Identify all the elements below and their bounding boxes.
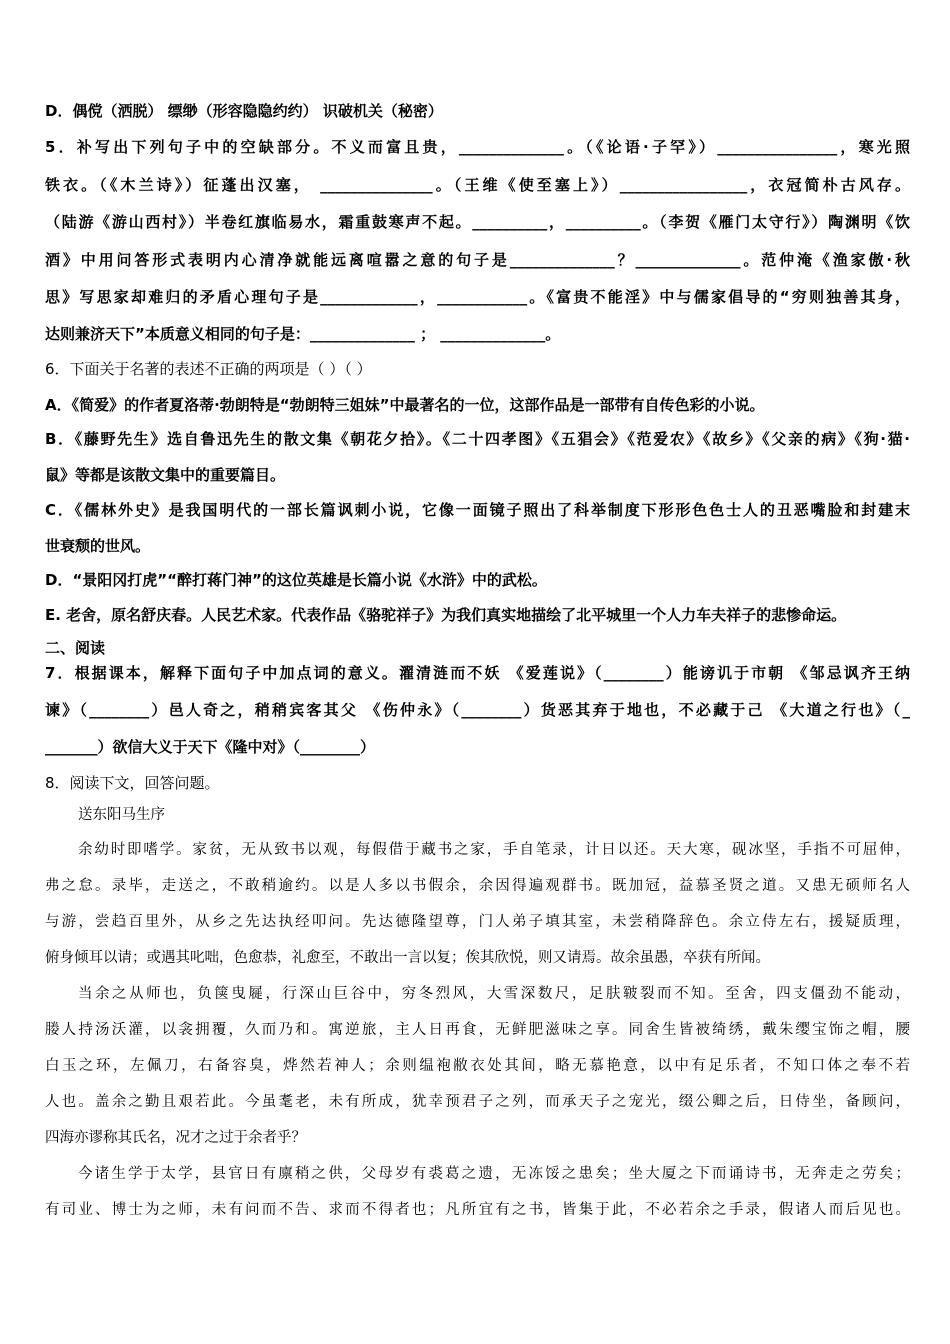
question-8-stem: 8．阅读下文，回答问题。 <box>45 774 220 792</box>
passage-p1-line-1: 余幼时即嗜学。家贫，无从致书以观，每假借于藏书之家，手自笔录，计日以还。天大寒，砚冰坚，手指不可屈伸， <box>78 842 910 858</box>
question-5-line-5: 思》写思家却难归的矛盾心理句子是_____________，____________。《富贵不能淫》中与儒家倡导的“穷则独善其身， <box>45 288 910 306</box>
question-6-stem: 6．下面关于名著的表述不正确的两项是（ ）（ ） <box>45 360 372 378</box>
passage-p2-line-2: 媵人持汤沃灌，以衾拥覆，久而乃和。寓逆旅，主人日再食，无鲜肥滋味之享。同舍生皆被绮绣，戴朱缨宝饰之帽，腰 <box>45 1022 910 1038</box>
passage-p1-line-4: 俯身倾耳以请；或遇其叱咄，色愈恭，礼愈至，不敢出一言以复；俟其欣悦，则又请焉。故余虽愚，卒获有所闻。 <box>45 950 770 966</box>
passage-p2-line-4: 人也。盖余之勤且艰若此。今虽耄老，未有所成，犹幸预君子之列，而承天子之宠光，缀公卿之后，日侍坐，备顾问， <box>45 1094 910 1110</box>
passage-p2-line-5: 四海亦谬称其氏名，况才之过于余者乎？ <box>45 1130 306 1146</box>
passage-p2-line-3: 白玉之环，左佩刀，右备容臭，烨然若神人；余则缊袍敝衣处其间，略无慕艳意，以中有足乐者，不知口体之奉不若 <box>45 1058 910 1074</box>
question-5-line-1: 5．补写出下列句子中的空缺部分。不义而富且贵，______________。（《论语·子罕》）________________，寒光照 <box>45 138 910 156</box>
question-5-line-4: 酒》中用问答形式表明内心清净就能远离喧嚣之意的句子是______________？______________。范仲淹《渔家傲·秋 <box>45 251 910 269</box>
question-6-option-b-line-1: B．《藤野先生》选自鲁迅先生的散文集《朝花夕拾》。《二十四孝图》《五猖会》《范爱农》《故乡》《父亲的病》《狗·猫· <box>45 430 910 448</box>
passage-p3-line-2: 有司业、博士为之师，未有问而不告、求而不得者也；凡所宜有之书，皆集于此，不必若余之手录，假诸人而后见也。 <box>45 1202 910 1218</box>
question-6-option-d: D．“景阳冈打虎”“醉打蒋门神”的这位英雄是长篇小说《水浒》中的武松。 <box>45 571 547 589</box>
passage-p3-line-1: 今诸生学于太学，县官日有廪稍之供，父母岁有裘葛之遗，无冻馁之患矣；坐大厦之下而诵诗书，无奔走之劳矣； <box>78 1166 910 1182</box>
question-5-line-6: 达则兼济天下”本质意义相同的句子是：______________ ； ______________。 <box>45 325 561 343</box>
passage-p1-line-2: 弗之怠。录毕，走送之，不敢稍逾约。以是人多以书假余，余因得遍观群书。既加冠，益慕圣贤之道。又患无硕师名人 <box>45 878 910 894</box>
question-6-option-b-line-2: 鼠》等都是该散文集中的重要篇目。 <box>45 466 286 484</box>
question-6-option-e: E. 老舍，原名舒庆春。人民艺术家。代表作品《骆驼祥子》为我们真实地描绘了北平城里一个人力车夫祥子的悲惨命运。 <box>45 606 847 624</box>
option-d-line: D．偶傥（洒脱） 缥缈（形容隐隐约约） 识破机关（秘密） <box>45 102 443 120</box>
question-6-option-c-line-1: C．《儒林外史》是我国明代的一部长篇讽刺小说，它像一面镜子照出了科举制度下形形色色士人的丑恶嘴脸和封建末 <box>45 501 910 519</box>
question-7-line-1: 7．根据课本，解释下面句子中加点词的意义。濯清涟而不妖 《爱莲说》（________）能谤讥于市朝 《邹忌讽齐王纳 <box>45 664 910 682</box>
section-heading-reading: 二、阅读 <box>45 639 106 657</box>
question-5-line-3: （陆游《游山西村》）半卷红旗临易水，霜重鼓寒声不起。__________，__________。（李贺《雁门太守行》）陶渊明《饮 <box>45 213 910 231</box>
question-7-line-2: 谏》（________）邑人奇之，稍稍宾客其父 《伤仲永》（________）货恶其弃于地也，不必藏于己 《大道之行也》（_ <box>45 701 910 719</box>
question-6-option-a: A．《简爱》的作者夏洛蒂·勃朗特是“勃朗特三姐妹”中最著名的一位，这部作品是一部带有自传色彩的小说。 <box>45 396 765 414</box>
passage-p1-line-3: 与游，尝趋百里外，从乡之先达执经叩问。先达德隆望尊，门人弟子填其室，未尝稍降辞色。余立侍左右，援疑质理， <box>45 914 910 930</box>
passage-p2-line-1: 当余之从师也，负箧曳屣，行深山巨谷中，穷冬烈风，大雪深数尺，足肤皲裂而不知。至舍，四支僵劲不能动， <box>78 986 910 1002</box>
question-5-line-2: 铁衣。（《木兰诗》）征蓬出汉塞， _______________。（王维《使至塞上》）_________________，衣冠简朴古风存。 <box>45 176 910 194</box>
question-6-option-c-line-2: 世衰颓的世风。 <box>45 537 151 555</box>
passage-title: 送东阳马生序 <box>78 807 165 823</box>
question-7-line-3: _______）欲信大义于天下《隆中对》（________） <box>45 738 376 756</box>
